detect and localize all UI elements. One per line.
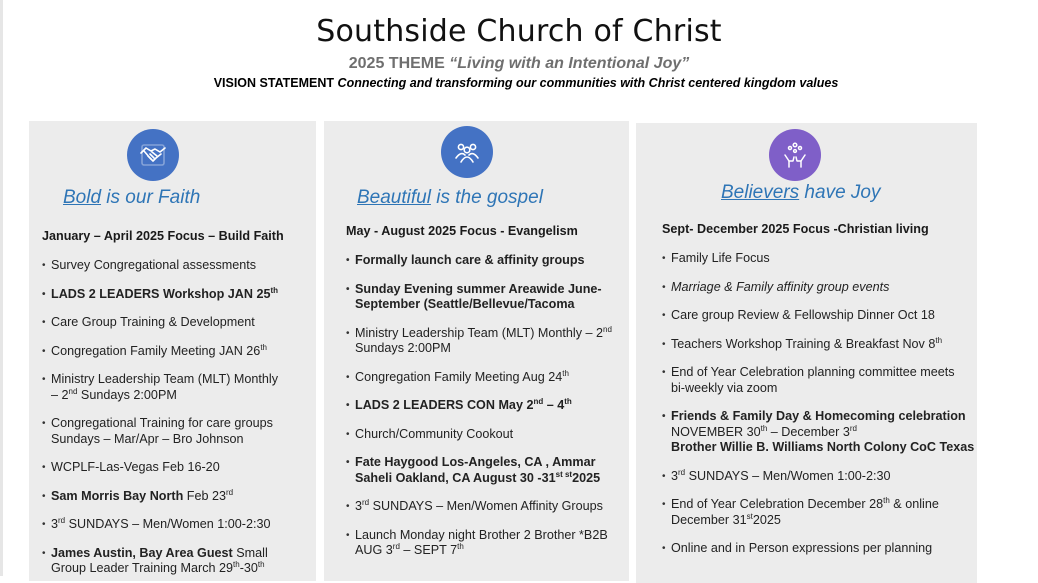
group-icon: [441, 126, 493, 178]
heading-rest: have Joy: [799, 182, 881, 203]
list-item: • Marriage & Family affinity group events: [662, 280, 977, 296]
focus-list: [346, 253, 628, 559]
focus-list: [662, 251, 977, 557]
handshake-icon: [127, 129, 179, 181]
list-item: • WCPLF-Las-Vegas Feb 16-20: [42, 460, 314, 476]
list-item: • Congregational Training for care groups Sundays – Mar/Apr – Bro Johnson: [42, 416, 314, 447]
column-heading: [357, 187, 543, 209]
theme-prefix: 2025 THEME: [348, 55, 450, 72]
theme-line: [0, 55, 1038, 73]
vision-statement: [0, 76, 1038, 90]
heading-rest: is our Faith: [101, 187, 201, 208]
heading-keyword: Beautiful: [357, 187, 431, 208]
focus-list: [42, 258, 314, 577]
list-item: • Family Life Focus: [662, 251, 977, 267]
list-item: • Sunday Evening summer Areawide June- September (Seattle/Bellevue/Tacoma: [346, 282, 628, 313]
column-beautiful-gospel: [324, 121, 629, 581]
heading-rest: is the gospel: [430, 187, 543, 208]
focus-label: May - August 2025 Focus - Evangelism: [346, 224, 578, 238]
theme-quote: “Living with an Intentional Joy”: [449, 55, 690, 72]
list-item: • Formally launch care & affinity groups: [346, 253, 628, 269]
list-item: • Online and in Person expressions per planning: [662, 541, 977, 557]
vision-label: VISION STATEMENT: [213, 76, 338, 90]
list-item: • Ministry Leadership Team (MLT) Monthly – 2nd Sundays 2:00PM: [346, 326, 628, 357]
list-item: • Fate Haygood Los-Angeles, CA , Ammar Saheli Oakland, CA August 30 $-31^{st st}2025$: [346, 455, 628, 486]
focus-label: Sept- December 2025 Focus -Christian living: [662, 222, 929, 236]
list-item: • Congregation Family Meeting Aug 24th: [346, 370, 628, 386]
list-item: • Care Group Training & Development: [42, 315, 314, 331]
list-item: • Church/Community Cookout: [346, 427, 628, 443]
list-item: • End of Year Celebration planning committee meets bi-weekly via zoom: [662, 365, 977, 396]
list-item: • End of Year Celebration December 28th & online December 31st2025: [662, 497, 977, 528]
list-item: • Teachers Workshop Training & Breakfast Nov 8th: [662, 337, 977, 353]
list-item: • Launch Monday night Brother 2 Brother *B2B AUG 3rd – SEPT 7th: [346, 528, 628, 559]
list-item: • Survey Congregational assessments: [42, 258, 314, 274]
column-believers-joy: [636, 123, 977, 583]
heading-keyword: Bold: [63, 187, 102, 208]
list-item: • Sam Morris Bay North Feb 23rd: [42, 489, 314, 505]
list-item: • LADS 2 LEADERS CON May 2nd – 4th: [346, 398, 628, 414]
list-item: • 3rd SUNDAYS – Men/Women 1:00-2:30: [662, 469, 977, 485]
column-bold-faith: [29, 121, 316, 581]
list-item: • Care group Review & Fellowship Dinner Oct 18: [662, 308, 977, 324]
column-heading: [721, 182, 880, 204]
list-item: • Friends & Family Day & Homecoming celebration NOVEMBER 30th – December 3rd Brother Willie B. Williams North Colony CoC Texas: [662, 409, 977, 456]
list-item: • Ministry Leadership Team (MLT) Monthly – 2nd Sundays 2:00PM: [42, 372, 314, 403]
list-item: • LADS 2 LEADERS Workshop JAN 25th: [42, 287, 314, 303]
heading-keyword: Believers: [721, 182, 800, 203]
list-item: • Congregation Family Meeting JAN 26th: [42, 344, 314, 360]
vision-text: Connecting and transforming our communities with Christ centered kingdom values: [337, 76, 839, 90]
praying-hands-icon: [769, 129, 821, 181]
list-item: • 3rd SUNDAYS – Men/Women Affinity Groups: [346, 499, 628, 515]
list-item: • James Austin, Bay Area Guest Small Group Leader Training March 29th-30th: [42, 546, 314, 577]
list-item: • 3rd SUNDAYS – Men/Women 1:00-2:30: [42, 517, 314, 533]
page-title: Southside Church of Christ: [316, 14, 722, 49]
focus-label: January – April 2025 Focus – Build Faith: [42, 229, 284, 243]
column-heading: [63, 187, 200, 209]
